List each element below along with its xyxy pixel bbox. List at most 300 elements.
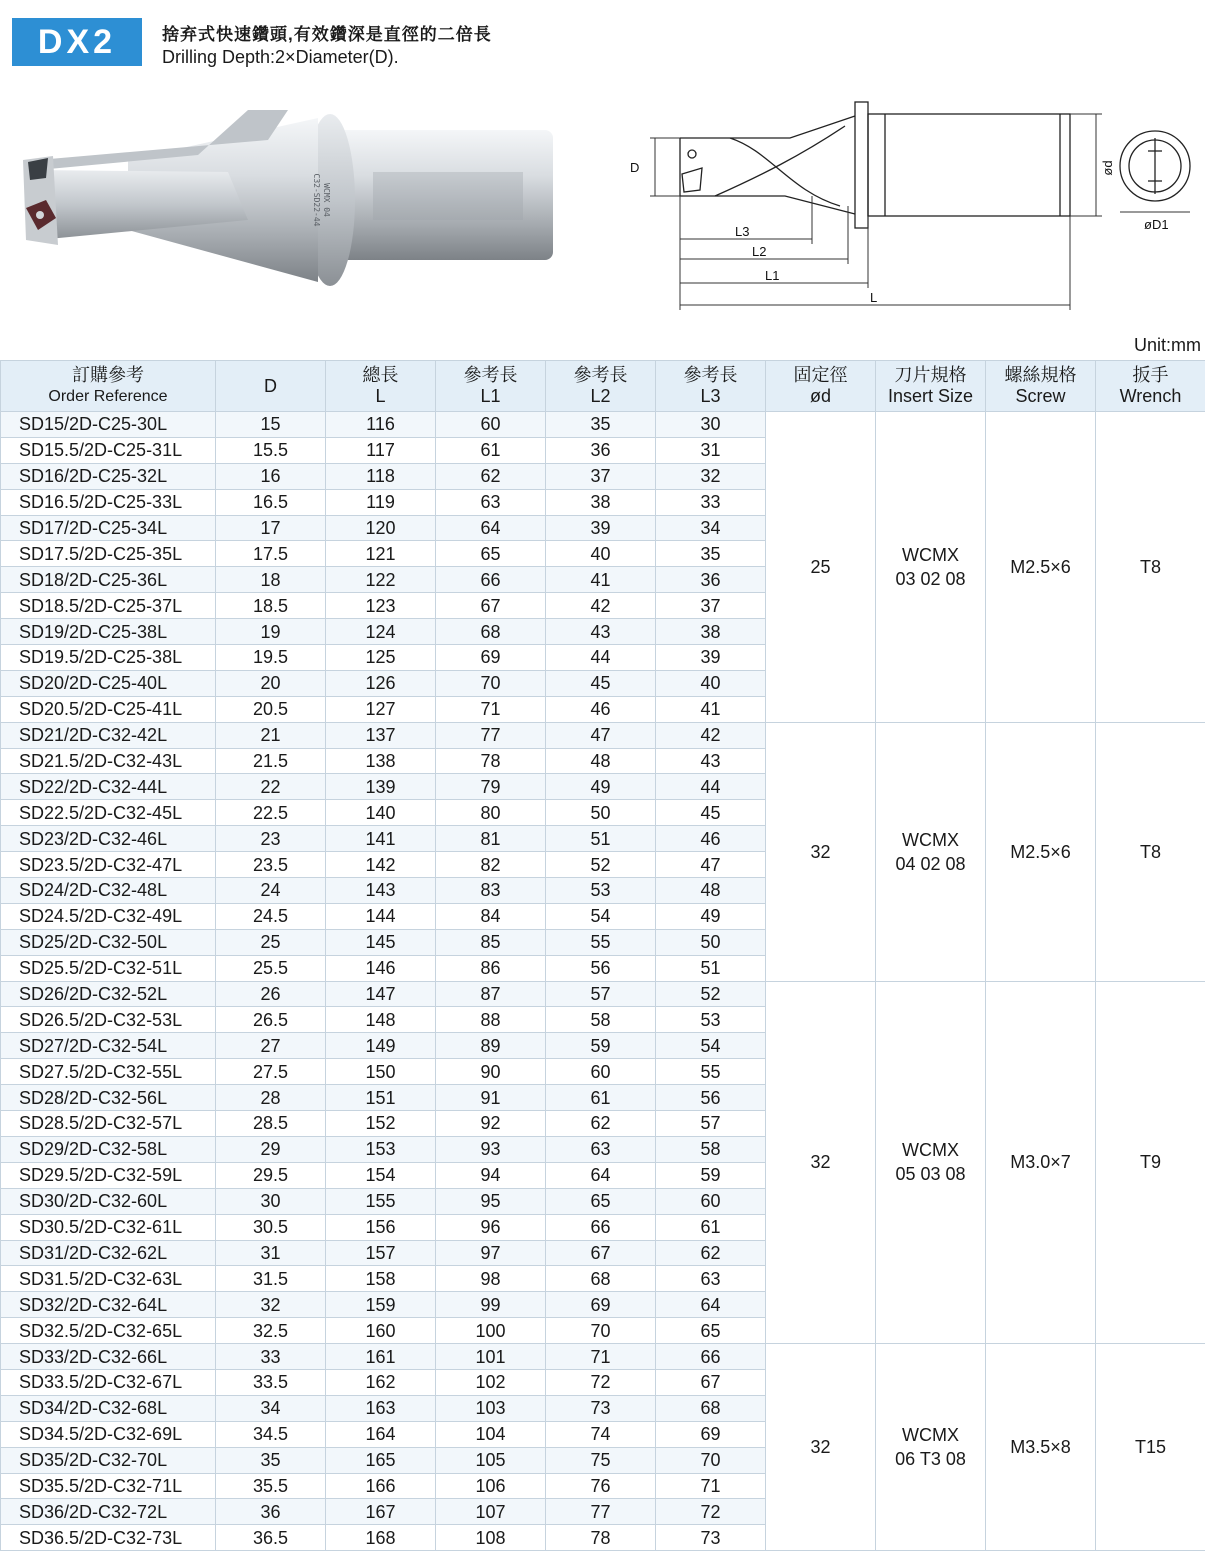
l2-cell: 46 bbox=[546, 696, 656, 722]
order-reference-cell: SD36.5/2D-C32-73L bbox=[1, 1525, 216, 1551]
l3-cell: 30 bbox=[656, 412, 766, 438]
header-zh: 總長 bbox=[362, 365, 399, 385]
l1-cell: 98 bbox=[436, 1266, 546, 1292]
l3-cell: 65 bbox=[656, 1318, 766, 1344]
l3-cell: 68 bbox=[656, 1395, 766, 1421]
l3-cell: 47 bbox=[656, 852, 766, 878]
wrench-cell bbox=[1096, 981, 1205, 1343]
l1-cell: 64 bbox=[436, 515, 546, 541]
shank-diameter-value: 32 bbox=[810, 1437, 831, 1458]
order-reference-cell: SD22/2D-C32-44L bbox=[1, 774, 216, 800]
header-total-length bbox=[326, 361, 436, 412]
total-length-cell: 160 bbox=[326, 1318, 436, 1344]
l2-cell: 62 bbox=[546, 1111, 656, 1137]
order-reference-cell: SD24.5/2D-C32-49L bbox=[1, 903, 216, 929]
d-cell: 21.5 bbox=[216, 748, 326, 774]
d-cell: 31 bbox=[216, 1240, 326, 1266]
total-length-cell: 142 bbox=[326, 852, 436, 878]
l3-cell: 72 bbox=[656, 1499, 766, 1525]
l3-cell: 64 bbox=[656, 1292, 766, 1318]
header-wrench bbox=[1096, 361, 1205, 412]
l2-cell: 48 bbox=[546, 748, 656, 774]
d-cell: 28.5 bbox=[216, 1111, 326, 1137]
l3-cell: 35 bbox=[656, 541, 766, 567]
table-header-row bbox=[1, 361, 1205, 412]
l2-cell: 66 bbox=[546, 1214, 656, 1240]
d-cell: 18.5 bbox=[216, 593, 326, 619]
header-zh: 訂購參考 bbox=[72, 365, 144, 385]
l1-cell: 81 bbox=[436, 826, 546, 852]
l3-cell: 38 bbox=[656, 619, 766, 645]
screw-value: M2.5×6 bbox=[1010, 556, 1071, 577]
l2-cell: 42 bbox=[546, 593, 656, 619]
l2-cell: 52 bbox=[546, 852, 656, 878]
total-length-cell: 162 bbox=[326, 1369, 436, 1395]
l2-cell: 35 bbox=[546, 412, 656, 438]
screw-cell bbox=[986, 722, 1096, 981]
drawing-shank bbox=[868, 114, 1070, 216]
l2-cell: 57 bbox=[546, 981, 656, 1007]
l2-cell: 47 bbox=[546, 722, 656, 748]
l1-cell: 97 bbox=[436, 1240, 546, 1266]
order-reference-cell: SD15/2D-C25-30L bbox=[1, 412, 216, 438]
total-length-cell: 116 bbox=[326, 412, 436, 438]
total-length-cell: 140 bbox=[326, 800, 436, 826]
insert-size-line2: 04 02 08 bbox=[895, 853, 966, 874]
insert-size-line2: 06 T3 08 bbox=[895, 1449, 966, 1470]
l2-cell: 41 bbox=[546, 567, 656, 593]
l2-cell: 59 bbox=[546, 1033, 656, 1059]
drill-photo bbox=[18, 100, 558, 295]
d-cell: 29 bbox=[216, 1136, 326, 1162]
table-body bbox=[1, 412, 1205, 1551]
l3-cell: 44 bbox=[656, 774, 766, 800]
header-en: Screw bbox=[1015, 386, 1066, 406]
d-cell: 35.5 bbox=[216, 1473, 326, 1499]
l2-cell: 60 bbox=[546, 1059, 656, 1085]
order-reference-cell: SD25.5/2D-C32-51L bbox=[1, 955, 216, 981]
header-l2 bbox=[546, 361, 656, 412]
l1-cell: 69 bbox=[436, 645, 546, 671]
d-cell: 15 bbox=[216, 412, 326, 438]
insert-screw bbox=[36, 211, 44, 219]
order-reference-cell: SD34/2D-C32-68L bbox=[1, 1395, 216, 1421]
label-shank-d: ød bbox=[1100, 160, 1115, 176]
d-cell: 33 bbox=[216, 1344, 326, 1370]
d-cell: 31.5 bbox=[216, 1266, 326, 1292]
l3-cell: 51 bbox=[656, 955, 766, 981]
l3-cell: 32 bbox=[656, 463, 766, 489]
l2-cell: 76 bbox=[546, 1473, 656, 1499]
l3-cell: 55 bbox=[656, 1059, 766, 1085]
order-reference-cell: SD31/2D-C32-62L bbox=[1, 1240, 216, 1266]
l2-cell: 50 bbox=[546, 800, 656, 826]
total-length-cell: 122 bbox=[326, 567, 436, 593]
l2-cell: 49 bbox=[546, 774, 656, 800]
header-zh: D bbox=[264, 375, 277, 396]
order-reference-cell: SD20.5/2D-C25-41L bbox=[1, 696, 216, 722]
total-length-cell: 159 bbox=[326, 1292, 436, 1318]
l1-cell: 99 bbox=[436, 1292, 546, 1318]
l1-cell: 95 bbox=[436, 1188, 546, 1214]
d-cell: 34.5 bbox=[216, 1421, 326, 1447]
l2-cell: 73 bbox=[546, 1395, 656, 1421]
header-d bbox=[216, 361, 326, 412]
shank-diameter-cell bbox=[766, 1344, 876, 1551]
d-cell: 16 bbox=[216, 463, 326, 489]
order-reference-cell: SD23/2D-C32-46L bbox=[1, 826, 216, 852]
l1-cell: 92 bbox=[436, 1111, 546, 1137]
l1-cell: 89 bbox=[436, 1033, 546, 1059]
shank-marking-2: WCMX 04 bbox=[322, 183, 331, 217]
l1-cell: 103 bbox=[436, 1395, 546, 1421]
wrench-value: T9 bbox=[1139, 1152, 1161, 1173]
order-reference-cell: SD22.5/2D-C32-45L bbox=[1, 800, 216, 826]
wrench-value: T8 bbox=[1139, 556, 1161, 577]
table-row bbox=[1, 412, 1205, 438]
l3-cell: 52 bbox=[656, 981, 766, 1007]
d-cell: 23 bbox=[216, 826, 326, 852]
total-length-cell: 148 bbox=[326, 1007, 436, 1033]
d-cell: 25.5 bbox=[216, 955, 326, 981]
label-l: L bbox=[870, 290, 878, 305]
l3-cell: 57 bbox=[656, 1111, 766, 1137]
unit-label: Unit:mm bbox=[1134, 335, 1201, 355]
l1-cell: 87 bbox=[436, 981, 546, 1007]
header-en: L3 bbox=[700, 386, 721, 406]
d-cell: 17 bbox=[216, 515, 326, 541]
header-zh: 固定徑 bbox=[793, 365, 848, 385]
l1-cell: 108 bbox=[436, 1525, 546, 1551]
order-reference-cell: SD15.5/2D-C25-31L bbox=[1, 437, 216, 463]
order-reference-cell: SD19/2D-C25-38L bbox=[1, 619, 216, 645]
shank-diameter-cell bbox=[766, 412, 876, 723]
insert-size-line2: 03 02 08 bbox=[895, 568, 966, 589]
l3-cell: 69 bbox=[656, 1421, 766, 1447]
screw-value: M2.5×6 bbox=[1010, 841, 1071, 862]
header-zh: 扳手 bbox=[1132, 365, 1169, 385]
d-cell: 30 bbox=[216, 1188, 326, 1214]
l3-cell: 42 bbox=[656, 722, 766, 748]
l3-cell: 73 bbox=[656, 1525, 766, 1551]
d-cell: 23.5 bbox=[216, 852, 326, 878]
series-badge: DX2 bbox=[12, 18, 142, 66]
total-length-cell: 123 bbox=[326, 593, 436, 619]
l1-cell: 61 bbox=[436, 437, 546, 463]
l1-cell: 106 bbox=[436, 1473, 546, 1499]
order-reference-cell: SD35/2D-C32-70L bbox=[1, 1447, 216, 1473]
l3-cell: 39 bbox=[656, 645, 766, 671]
order-reference-cell: SD32.5/2D-C32-65L bbox=[1, 1318, 216, 1344]
order-reference-cell: SD28.5/2D-C32-57L bbox=[1, 1111, 216, 1137]
label-l3: L3 bbox=[735, 224, 750, 239]
order-reference-cell: SD30.5/2D-C32-61L bbox=[1, 1214, 216, 1240]
l3-cell: 45 bbox=[656, 800, 766, 826]
screw-cell bbox=[986, 1344, 1096, 1551]
d-cell: 22 bbox=[216, 774, 326, 800]
l1-cell: 105 bbox=[436, 1447, 546, 1473]
d-cell: 27.5 bbox=[216, 1059, 326, 1085]
screw-value: M3.5×8 bbox=[1010, 1437, 1071, 1458]
total-length-cell: 150 bbox=[326, 1059, 436, 1085]
header-en: L2 bbox=[590, 386, 611, 406]
total-length-cell: 127 bbox=[326, 696, 436, 722]
l1-cell: 100 bbox=[436, 1318, 546, 1344]
d-cell: 26.5 bbox=[216, 1007, 326, 1033]
wrench-value: T15 bbox=[1134, 1437, 1167, 1458]
total-length-cell: 152 bbox=[326, 1111, 436, 1137]
total-length-cell: 167 bbox=[326, 1499, 436, 1525]
header-en: L bbox=[375, 386, 386, 406]
l1-cell: 84 bbox=[436, 903, 546, 929]
l3-cell: 60 bbox=[656, 1188, 766, 1214]
d-cell: 28 bbox=[216, 1085, 326, 1111]
l1-cell: 63 bbox=[436, 489, 546, 515]
l1-cell: 66 bbox=[436, 567, 546, 593]
l1-cell: 60 bbox=[436, 412, 546, 438]
header-order-reference bbox=[1, 361, 216, 412]
l2-cell: 53 bbox=[546, 878, 656, 904]
total-length-cell: 139 bbox=[326, 774, 436, 800]
l2-cell: 55 bbox=[546, 929, 656, 955]
header-shank-diameter bbox=[766, 361, 876, 412]
l3-cell: 49 bbox=[656, 903, 766, 929]
label-l1: L1 bbox=[765, 268, 780, 283]
insert-size-cell bbox=[876, 412, 986, 723]
order-reference-cell: SD30/2D-C32-60L bbox=[1, 1188, 216, 1214]
header-en: Insert Size bbox=[887, 386, 974, 406]
l2-cell: 72 bbox=[546, 1369, 656, 1395]
header-l3 bbox=[656, 361, 766, 412]
l2-cell: 65 bbox=[546, 1188, 656, 1214]
total-length-cell: 157 bbox=[326, 1240, 436, 1266]
order-reference-cell: SD26/2D-C32-52L bbox=[1, 981, 216, 1007]
shank-diameter-cell bbox=[766, 981, 876, 1343]
l3-cell: 59 bbox=[656, 1162, 766, 1188]
total-length-cell: 138 bbox=[326, 748, 436, 774]
l1-cell: 71 bbox=[436, 696, 546, 722]
header-en: Wrench bbox=[1119, 386, 1182, 406]
d-cell: 16.5 bbox=[216, 489, 326, 515]
d-cell: 24 bbox=[216, 878, 326, 904]
total-length-cell: 161 bbox=[326, 1344, 436, 1370]
table-row bbox=[1, 1344, 1205, 1370]
d-cell: 34 bbox=[216, 1395, 326, 1421]
total-length-cell: 143 bbox=[326, 878, 436, 904]
l3-cell: 37 bbox=[656, 593, 766, 619]
order-reference-cell: SD21/2D-C32-42L bbox=[1, 722, 216, 748]
d-cell: 19 bbox=[216, 619, 326, 645]
l1-cell: 80 bbox=[436, 800, 546, 826]
l2-cell: 75 bbox=[546, 1447, 656, 1473]
total-length-cell: 165 bbox=[326, 1447, 436, 1473]
order-reference-cell: SD18.5/2D-C25-37L bbox=[1, 593, 216, 619]
shank-diameter-value: 32 bbox=[810, 841, 831, 862]
insert-size-line1: WCMX bbox=[902, 1140, 959, 1161]
insert-size-cell bbox=[876, 722, 986, 981]
order-reference-cell: SD31.5/2D-C32-63L bbox=[1, 1266, 216, 1292]
l2-cell: 71 bbox=[546, 1344, 656, 1370]
l2-cell: 39 bbox=[546, 515, 656, 541]
l1-cell: 83 bbox=[436, 878, 546, 904]
l1-cell: 85 bbox=[436, 929, 546, 955]
total-length-cell: 146 bbox=[326, 955, 436, 981]
order-reference-cell: SD32/2D-C32-64L bbox=[1, 1292, 216, 1318]
l3-cell: 54 bbox=[656, 1033, 766, 1059]
d-cell: 27 bbox=[216, 1033, 326, 1059]
order-reference-cell: SD27/2D-C32-54L bbox=[1, 1033, 216, 1059]
insert-size-line1: WCMX bbox=[902, 829, 959, 850]
table-row bbox=[1, 722, 1205, 748]
d-cell: 33.5 bbox=[216, 1369, 326, 1395]
l3-cell: 33 bbox=[656, 489, 766, 515]
l2-cell: 77 bbox=[546, 1499, 656, 1525]
shank-flat bbox=[373, 172, 523, 220]
order-reference-cell: SD16.5/2D-C25-33L bbox=[1, 489, 216, 515]
l3-cell: 63 bbox=[656, 1266, 766, 1292]
total-length-cell: 125 bbox=[326, 645, 436, 671]
drawing-body-top bbox=[680, 116, 855, 138]
l3-cell: 66 bbox=[656, 1344, 766, 1370]
d-cell: 15.5 bbox=[216, 437, 326, 463]
l2-cell: 38 bbox=[546, 489, 656, 515]
order-reference-cell: SD26.5/2D-C32-53L bbox=[1, 1007, 216, 1033]
d-cell: 24.5 bbox=[216, 903, 326, 929]
l2-cell: 40 bbox=[546, 541, 656, 567]
l1-cell: 78 bbox=[436, 748, 546, 774]
l3-cell: 31 bbox=[656, 437, 766, 463]
l1-cell: 101 bbox=[436, 1344, 546, 1370]
insert-size-line1: WCMX bbox=[902, 1425, 959, 1446]
order-reference-cell: SD24/2D-C32-48L bbox=[1, 878, 216, 904]
l2-cell: 61 bbox=[546, 1085, 656, 1111]
d-cell: 20.5 bbox=[216, 696, 326, 722]
total-length-cell: 164 bbox=[326, 1421, 436, 1447]
l2-cell: 43 bbox=[546, 619, 656, 645]
header-zh: 刀片規格 bbox=[894, 365, 967, 385]
total-length-cell: 145 bbox=[326, 929, 436, 955]
l2-cell: 70 bbox=[546, 1318, 656, 1344]
title-chinese: 捨弃式快速鑽頭,有效鑽深是直徑的二倍長 bbox=[162, 25, 492, 44]
insert-size-line2: 05 03 08 bbox=[895, 1164, 966, 1185]
l1-cell: 107 bbox=[436, 1499, 546, 1525]
d-cell: 36 bbox=[216, 1499, 326, 1525]
order-reference-cell: SD16/2D-C25-32L bbox=[1, 463, 216, 489]
l1-cell: 67 bbox=[436, 593, 546, 619]
page-heading bbox=[162, 20, 492, 68]
total-length-cell: 156 bbox=[326, 1214, 436, 1240]
l1-cell: 70 bbox=[436, 670, 546, 696]
insert-size-line1: WCMX bbox=[902, 544, 959, 565]
total-length-cell: 124 bbox=[326, 619, 436, 645]
shank-diameter-value: 32 bbox=[810, 1152, 831, 1173]
l2-cell: 69 bbox=[546, 1292, 656, 1318]
shank-diameter-cell bbox=[766, 722, 876, 981]
d-cell: 20 bbox=[216, 670, 326, 696]
total-length-cell: 126 bbox=[326, 670, 436, 696]
header-l1 bbox=[436, 361, 546, 412]
l2-cell: 37 bbox=[546, 463, 656, 489]
total-length-cell: 147 bbox=[326, 981, 436, 1007]
header-insert-size bbox=[876, 361, 986, 412]
label-l2: L2 bbox=[752, 244, 767, 259]
total-length-cell: 166 bbox=[326, 1473, 436, 1499]
total-length-cell: 168 bbox=[326, 1525, 436, 1551]
l1-cell: 102 bbox=[436, 1369, 546, 1395]
order-reference-cell: SD27.5/2D-C32-55L bbox=[1, 1059, 216, 1085]
l1-cell: 86 bbox=[436, 955, 546, 981]
d-cell: 19.5 bbox=[216, 645, 326, 671]
header-screw bbox=[986, 361, 1096, 412]
l2-cell: 54 bbox=[546, 903, 656, 929]
l2-cell: 78 bbox=[546, 1525, 656, 1551]
l2-cell: 56 bbox=[546, 955, 656, 981]
l1-cell: 68 bbox=[436, 619, 546, 645]
l1-cell: 94 bbox=[436, 1162, 546, 1188]
wrench-cell bbox=[1096, 722, 1205, 981]
total-length-cell: 154 bbox=[326, 1162, 436, 1188]
order-reference-cell: SD33/2D-C32-66L bbox=[1, 1344, 216, 1370]
l1-cell: 82 bbox=[436, 852, 546, 878]
wrench-cell bbox=[1096, 1344, 1205, 1551]
d-cell: 32 bbox=[216, 1292, 326, 1318]
header-zh: 螺絲規格 bbox=[1004, 365, 1077, 385]
d-cell: 29.5 bbox=[216, 1162, 326, 1188]
d-cell: 36.5 bbox=[216, 1525, 326, 1551]
l2-cell: 68 bbox=[546, 1266, 656, 1292]
header-en: ød bbox=[809, 386, 831, 406]
l2-cell: 36 bbox=[546, 437, 656, 463]
total-length-cell: 121 bbox=[326, 541, 436, 567]
l1-cell: 96 bbox=[436, 1214, 546, 1240]
order-reference-cell: SD35.5/2D-C32-71L bbox=[1, 1473, 216, 1499]
l1-cell: 90 bbox=[436, 1059, 546, 1085]
l3-cell: 50 bbox=[656, 929, 766, 955]
total-length-cell: 141 bbox=[326, 826, 436, 852]
order-reference-cell: SD23.5/2D-C32-47L bbox=[1, 852, 216, 878]
l2-cell: 51 bbox=[546, 826, 656, 852]
order-reference-cell: SD18/2D-C25-36L bbox=[1, 567, 216, 593]
l3-cell: 56 bbox=[656, 1085, 766, 1111]
order-reference-cell: SD33.5/2D-C32-67L bbox=[1, 1369, 216, 1395]
order-reference-cell: SD17.5/2D-C25-35L bbox=[1, 541, 216, 567]
screw-cell bbox=[986, 981, 1096, 1343]
l1-cell: 88 bbox=[436, 1007, 546, 1033]
l2-cell: 64 bbox=[546, 1162, 656, 1188]
l2-cell: 44 bbox=[546, 645, 656, 671]
d-cell: 25 bbox=[216, 929, 326, 955]
l3-cell: 71 bbox=[656, 1473, 766, 1499]
total-length-cell: 149 bbox=[326, 1033, 436, 1059]
l3-cell: 58 bbox=[656, 1136, 766, 1162]
l3-cell: 62 bbox=[656, 1240, 766, 1266]
l1-cell: 91 bbox=[436, 1085, 546, 1111]
total-length-cell: 118 bbox=[326, 463, 436, 489]
total-length-cell: 163 bbox=[326, 1395, 436, 1421]
order-reference-cell: SD17/2D-C25-34L bbox=[1, 515, 216, 541]
order-reference-cell: SD21.5/2D-C32-43L bbox=[1, 748, 216, 774]
l3-cell: 53 bbox=[656, 1007, 766, 1033]
l2-cell: 58 bbox=[546, 1007, 656, 1033]
total-length-cell: 144 bbox=[326, 903, 436, 929]
l1-cell: 93 bbox=[436, 1136, 546, 1162]
d-cell: 18 bbox=[216, 567, 326, 593]
screw-cell bbox=[986, 412, 1096, 723]
l2-cell: 74 bbox=[546, 1421, 656, 1447]
d-cell: 35 bbox=[216, 1447, 326, 1473]
l3-cell: 48 bbox=[656, 878, 766, 904]
l3-cell: 40 bbox=[656, 670, 766, 696]
